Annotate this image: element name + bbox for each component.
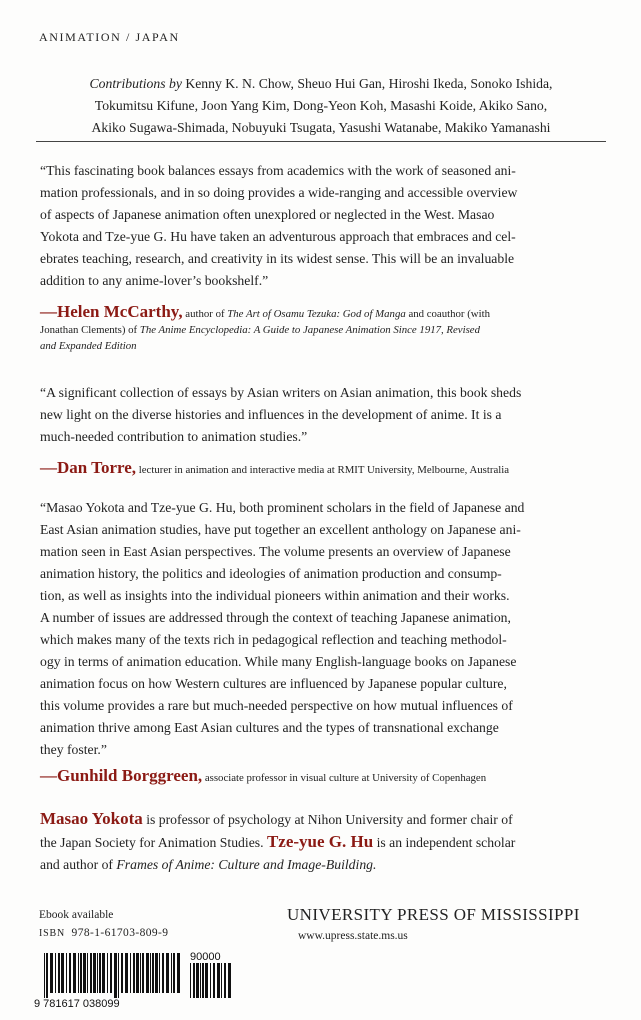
barcode-bar	[90, 953, 92, 993]
barcode-bar	[83, 953, 86, 993]
quote-line: tion, as well as insights into the individual pioneers within animation and their works.	[40, 588, 510, 603]
contributors-names-1: Kenny K. N. Chow, Sheuo Hui Gan, Hiroshi Ikeda, Sonoko Ishida,	[185, 76, 553, 91]
contributors-line-3: Akiko Sugawa-Shimada, Nobuyuki Tsugata, Yasushi Watanabe, Makiko Yamanashi	[91, 120, 551, 135]
isbn-number: 978-1-61703-809-9	[71, 927, 169, 939]
quote-line: new light on the diverse histories and influences in the development of anime. It is a	[40, 407, 502, 422]
barcode-bar	[221, 963, 222, 998]
quote-line: “This fascinating book balances essays from academics with the work of seasoned ani-	[40, 163, 516, 178]
quote-line: East Asian animation studies, have put together an excellent anthology on Japanese ani-	[40, 522, 521, 537]
quote-line: they foster.”	[40, 742, 107, 757]
attribution-line	[40, 338, 610, 354]
barcode-bar	[213, 963, 215, 998]
isbn	[39, 927, 168, 939]
bio-line: Masao Yokota is professor of psychology at Nihon University and former chair of	[40, 809, 513, 828]
barcode-bar	[87, 953, 88, 993]
blurb-quote-borggreen	[40, 497, 602, 761]
barcode-bar	[210, 963, 211, 998]
work-title: The Art of Osamu Tezuka: God of Manga	[227, 308, 406, 320]
barcode-bar	[58, 953, 60, 993]
barcode-bar	[155, 953, 158, 993]
isbn-label: ISBN	[39, 928, 65, 939]
quote-line: much-needed contribution to animation studies.”	[40, 429, 308, 444]
reviewer-name: —Dan Torre,	[40, 458, 137, 477]
barcode-bar	[73, 953, 76, 993]
quote-line: mation professionals, and in so doing provides a wide-ranging and accessible overview	[40, 185, 518, 200]
barcode-bar	[150, 953, 151, 993]
bio-line: the Japan Society for Animation Studies. Tze-yue G. Hu is an independent scholar	[40, 832, 516, 851]
work-title: The Anime Encyclopedia: A Guide to Japanese Animation Since 1917, Revised	[139, 324, 480, 336]
barcode-bar	[118, 953, 119, 998]
category-label: ANIMATION / JAPAN	[39, 30, 180, 44]
barcode-bar	[159, 953, 160, 993]
barcode-bar	[44, 953, 45, 998]
quote-line: A number of issues are addressed through the context of teaching Japanese animation,	[40, 610, 511, 625]
author-name: Tze-yue G. Hu	[266, 832, 374, 851]
barcode-bar	[110, 953, 112, 993]
barcode-bar	[80, 953, 82, 993]
barcode-bar	[205, 963, 208, 998]
barcode-bar	[130, 953, 131, 993]
barcode-bar	[69, 953, 71, 993]
publisher-url: www.upress.state.ms.us	[298, 930, 408, 942]
barcode-bar	[99, 953, 101, 993]
author-bio	[40, 808, 602, 876]
reviewer-name: —Helen McCarthy,	[40, 302, 183, 321]
barcode-bar	[102, 953, 105, 993]
quote-line: animation thrive among East Asian cultures and the types of transnational exchange	[40, 720, 499, 735]
contributions-label: Contributions by	[89, 76, 182, 91]
work-title: and Expanded Edition	[40, 340, 137, 352]
barcode-bar	[61, 953, 64, 993]
publisher-name: UNIVERSITY PRESS OF MISSISSIPPI	[287, 905, 580, 924]
bio-line: and author of Frames of Anime: Culture and Image-Building.	[40, 857, 377, 872]
barcode-bar	[173, 953, 175, 993]
barcode	[34, 951, 234, 1009]
barcode-bar	[142, 953, 144, 993]
barcode-bar	[125, 953, 128, 993]
barcode-bar	[78, 953, 79, 993]
barcode-bar	[146, 953, 149, 993]
barcode-bar	[224, 963, 226, 998]
quote-line: “Masao Yokota and Tze-yue G. Hu, both prominent scholars in the field of Japanese and	[40, 500, 525, 515]
barcode-bar	[217, 963, 220, 998]
quote-line: mation seen in East Asian perspectives. The volume presents an overview of Japanese	[40, 544, 511, 559]
blurb-quote-torre	[40, 382, 602, 448]
contributors-line-1	[36, 73, 606, 95]
divider-rule	[36, 141, 606, 142]
contributors-block	[36, 73, 606, 139]
quote-line: animation focus on how Western cultures are influenced by Japanese popular culture,	[40, 676, 507, 691]
barcode-bar	[177, 953, 180, 993]
barcode-bars-main	[44, 953, 180, 998]
barcode-bar	[55, 953, 56, 993]
barcode-bar	[114, 953, 117, 998]
barcode-digits: 9 781617 038099	[34, 998, 120, 1009]
reviewer-name: —Gunhild Borggreen,	[40, 766, 203, 785]
barcode-bar	[140, 953, 141, 993]
barcode-price-code: 90000	[190, 951, 221, 963]
barcode-bar	[50, 953, 53, 993]
barcode-bar	[93, 953, 96, 993]
barcode-bar	[200, 963, 201, 998]
barcode-bar	[166, 953, 169, 993]
contributors-line-2: Tokumitsu Kifune, Joon Yang Kim, Dong-Yeon Koh, Masashi Koide, Akiko Sano,	[94, 98, 548, 113]
quote-line: Yokota and Tze-yue G. Hu have taken an adventurous approach that embraces and cel-	[40, 229, 516, 244]
quote-line: this volume provides a rare but much-needed perspective on how mutual influences of	[40, 698, 513, 713]
barcode-bars-addon	[190, 963, 231, 998]
blurb-attribution-torre: —Dan Torre, lecturer in animation and interactive media at RMIT University, Melbourne, Australia	[40, 458, 510, 477]
quote-line: ebrates teaching, research, and creativity in its widest sense. This will be an invaluable	[40, 251, 515, 266]
barcode-bar	[171, 953, 172, 993]
barcode-bar	[133, 953, 135, 993]
quote-line: which makes many of the texts rich in pedagogical reflection and teaching methodol-	[40, 632, 507, 647]
barcode-bar	[66, 953, 67, 993]
barcode-bar	[136, 953, 139, 993]
barcode-bar	[202, 963, 204, 998]
barcode-bar	[162, 953, 164, 993]
work-title: Frames of Anime: Culture and Image-Building.	[116, 857, 377, 872]
blurb-attribution-borggreen: —Gunhild Borggreen, associate professor in visual culture at University of Copenhagen	[40, 766, 487, 785]
barcode-bar	[196, 963, 199, 998]
barcode-bar	[97, 953, 98, 993]
barcode-bar	[193, 963, 195, 998]
barcode-bar	[152, 953, 154, 993]
attribution-line: —Helen McCarthy, author of The Art of Osamu Tezuka: God of Manga and coauthor (with	[40, 302, 491, 321]
author-name: Masao Yokota	[40, 809, 143, 828]
barcode-bar	[121, 953, 123, 993]
barcode-bar	[107, 953, 108, 993]
attribution-line: Jonathan Clements) of The Anime Encyclopedia: A Guide to Japanese Animation Since 1917, Revised	[40, 324, 480, 336]
blurb-quote-mccarthy	[40, 160, 602, 292]
quote-line: animation history, the politics and ideologies of animation production and consump-	[40, 566, 502, 581]
barcode-bar	[228, 963, 231, 998]
blurb-attribution-mccarthy	[40, 304, 610, 354]
ebook-note: Ebook available	[39, 909, 114, 921]
quote-line: ogy in terms of animation education. While many English-language books on Japanese	[40, 654, 517, 669]
quote-line: “A significant collection of essays by Asian writers on Asian animation, this book sheds	[40, 385, 522, 400]
barcode-bar	[190, 963, 191, 998]
barcode-bar	[46, 953, 48, 998]
quote-line: addition to any anime-lover’s bookshelf.”	[40, 273, 269, 288]
quote-line: of aspects of Japanese animation often unexplored or neglected in the West. Masao	[40, 207, 495, 222]
